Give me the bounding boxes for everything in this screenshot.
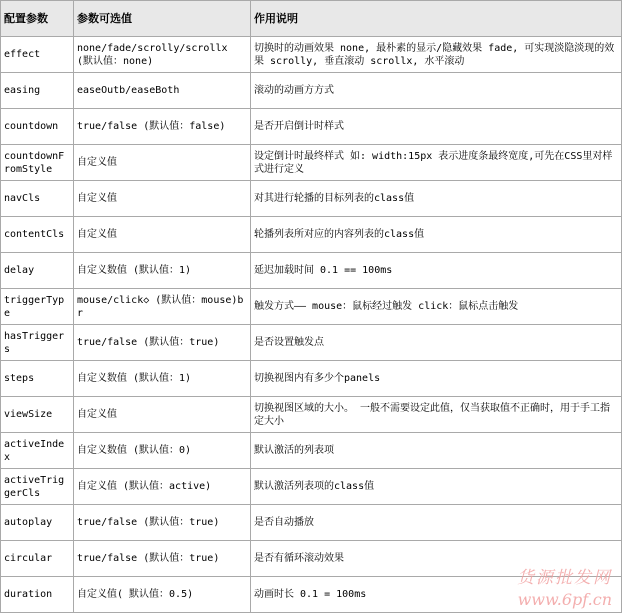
watermark-url: www.6pf.cn	[517, 590, 612, 609]
header-param: 配置参数	[1, 1, 74, 37]
param-desc: 延迟加载时间 0.1 == 100ms	[251, 253, 622, 289]
param-name: contentCls	[1, 217, 74, 253]
param-values: 自定义值	[74, 145, 251, 181]
param-name: delay	[1, 253, 74, 289]
param-values: easeOutb/easeBoth	[74, 73, 251, 109]
table-row	[1, 541, 622, 577]
param-values: 自定义数值 (默认值：0)	[74, 433, 251, 469]
table-row	[1, 505, 622, 541]
param-desc: 是否开启倒计时样式	[251, 109, 622, 145]
param-desc: 是否自动播放	[251, 505, 622, 541]
table-row	[1, 325, 622, 361]
header-values: 参数可选值	[74, 1, 251, 37]
param-values: true/false (默认值：false)	[74, 109, 251, 145]
param-desc: 默认激活列表项的class值	[251, 469, 622, 505]
param-values: 自定义值	[74, 397, 251, 433]
param-desc: 是否有循环滚动效果	[251, 541, 622, 577]
param-desc: 设定倒计时最终样式 如: width:15px 表示进度条最终宽度,可先在CSS里对样式进行定义	[251, 145, 622, 181]
param-desc: 轮播列表所对应的内容列表的class值	[251, 217, 622, 253]
param-name: effect	[1, 37, 74, 73]
param-desc: 默认激活的列表项	[251, 433, 622, 469]
table-row	[1, 361, 622, 397]
param-values: 自定义值	[74, 181, 251, 217]
param-values: 自定义数值 (默认值：1)	[74, 253, 251, 289]
table-row	[1, 109, 622, 145]
param-name: duration	[1, 577, 74, 613]
param-desc: 动画时长 0.1 = 100ms	[251, 577, 622, 613]
param-desc: 是否设置触发点	[251, 325, 622, 361]
table-row	[1, 217, 622, 253]
param-name: countdown	[1, 109, 74, 145]
param-name: hasTriggers	[1, 325, 74, 361]
param-desc: 滚动的动画方方式	[251, 73, 622, 109]
param-name: activeTriggerCls	[1, 469, 74, 505]
table-row	[1, 253, 622, 289]
param-name: autoplay	[1, 505, 74, 541]
watermark-site-name: 货源批发网	[517, 568, 612, 588]
table-row	[1, 145, 622, 181]
param-name: navCls	[1, 181, 74, 217]
table-row	[1, 289, 622, 325]
table-header-row	[1, 1, 622, 37]
table-row	[1, 469, 622, 505]
param-name: activeIndex	[1, 433, 74, 469]
param-values: true/false (默认值：true)	[74, 541, 251, 577]
param-values: 自定义值 (默认值：active)	[74, 469, 251, 505]
table-row	[1, 577, 622, 613]
param-name: easing	[1, 73, 74, 109]
table-row	[1, 73, 622, 109]
param-desc: 切换视图内有多少个panels	[251, 361, 622, 397]
param-desc: 触发方式—— mouse：鼠标经过触发 click：鼠标点击触发	[251, 289, 622, 325]
param-values: true/false (默认值：true)	[74, 325, 251, 361]
param-values: 自定义值( 默认值：0.5)	[74, 577, 251, 613]
param-desc: 切换时的动画效果 none, 最朴素的显示/隐藏效果 fade, 可实现淡隐淡现的效果 scrolly, 垂直滚动 scrollx, 水平滚动	[251, 37, 622, 73]
table-row	[1, 433, 622, 469]
param-name: viewSize	[1, 397, 74, 433]
param-desc: 对其进行轮播的目标列表的class值	[251, 181, 622, 217]
param-name: triggerType	[1, 289, 74, 325]
param-values: 自定义值	[74, 217, 251, 253]
param-values: mouse/click◇ (默认值：mouse)br	[74, 289, 251, 325]
param-name: steps	[1, 361, 74, 397]
param-values: 自定义数值 (默认值：1)	[74, 361, 251, 397]
table-row	[1, 397, 622, 433]
header-desc: 作用说明	[251, 1, 622, 37]
param-name: circular	[1, 541, 74, 577]
param-values: none/fade/scrolly/scrollx (默认值：none)	[74, 37, 251, 73]
table-row	[1, 37, 622, 73]
param-values: true/false (默认值：true)	[74, 505, 251, 541]
table-row	[1, 181, 622, 217]
param-name: countdownFromStyle	[1, 145, 74, 181]
param-desc: 切换视图区域的大小。 一般不需要设定此值，仅当获取值不正确时，用于手工指定大小	[251, 397, 622, 433]
